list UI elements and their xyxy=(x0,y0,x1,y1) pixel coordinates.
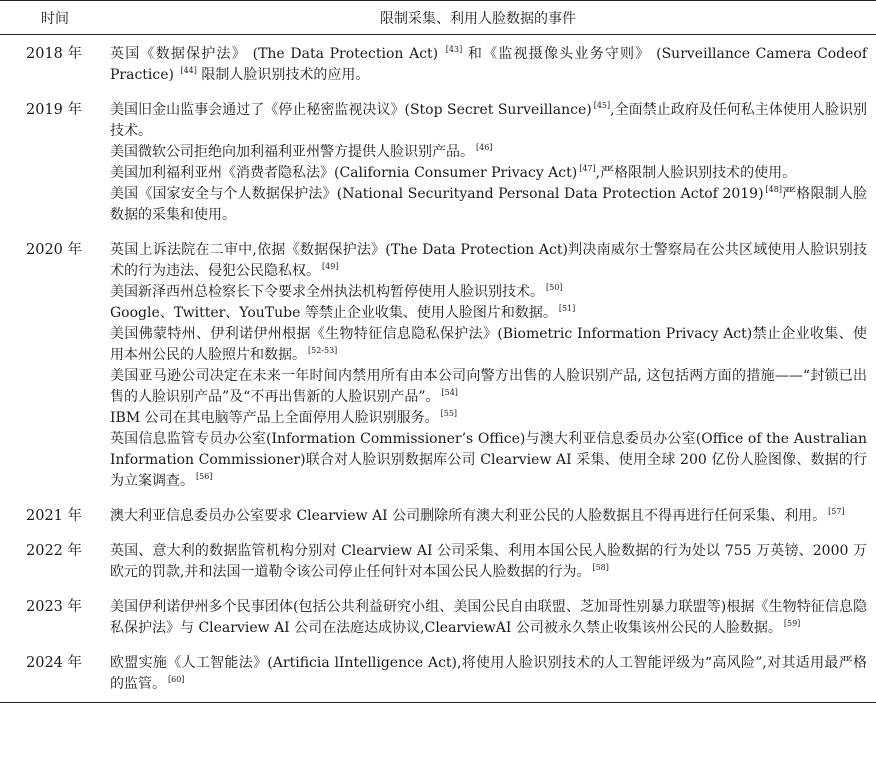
year-cell: 2021 年 xyxy=(26,508,83,524)
year-cell: 2020 年 xyxy=(26,242,83,258)
event-text: 美国旧金山监事会通过了《停止秘密监视决议》(Stop Secret Surveillance) xyxy=(110,102,592,118)
event-text: 和《监视摄像头业务守则》 (Surveillance Camera Codeof Practice) xyxy=(110,46,867,83)
citation-ref: [50] xyxy=(546,283,563,293)
event-text: 英国信息监管专员办公室(Information Commissioner’s Office)与澳大利亚信息委员办公室(Office of the Australian Information Commissioner)联合对人脸识别数据库公司 Clearview AI 采集、使用全球 200 亿份人脸图像、数据的行为立案调查。 xyxy=(110,431,867,489)
event-item xyxy=(110,100,867,142)
table-row xyxy=(0,653,876,703)
event-item xyxy=(110,429,867,492)
table-row xyxy=(0,541,876,583)
year-cell: 2019 年 xyxy=(26,102,83,118)
events-cell xyxy=(110,100,867,226)
event-text: 美国新泽西州总检察长下令要求全州执法机构暂停使用人脸识别技术。 xyxy=(110,284,544,300)
events-cell xyxy=(110,240,867,492)
year-cell: 2023 年 xyxy=(26,599,83,615)
header-events: 限制采集、利用人脸数据的事件 xyxy=(380,10,576,27)
event-item xyxy=(110,324,867,366)
citation-ref: [56] xyxy=(196,472,213,482)
events-cell xyxy=(110,44,867,86)
event-text: 美国伊利诺伊州多个民事团体(包括公共利益研究小组、美国公民自由联盟、芝加哥性别暴力联盟等)根据《生物特征信息隐私保护法》与 Clearview AI 公司在法庭达成协议,ClearviewAI 公司被永久禁止收集该州公民的人脸数据。 xyxy=(110,599,867,636)
header-year: 时间 xyxy=(41,10,69,27)
events-cell xyxy=(110,653,867,695)
citation-ref: [60] xyxy=(168,675,185,685)
table-row xyxy=(0,597,876,639)
table-row xyxy=(0,100,876,226)
events-cell xyxy=(110,506,867,527)
event-text: 英国、意大利的数据监管机构分别对 Clearview AI 公司采集、利用本国公民人脸数据的行为处以 755 万英镑、2000 万欧元的罚款,并和法国一道勒令该公司停止任何针对本国公民人脸数据的行为。 xyxy=(110,543,867,580)
citation-ref: [55] xyxy=(440,409,458,419)
event-text: 美国亚马逊公司决定在未来一年时间内禁用所有由本公司向警方出售的人脸识别产品, 这包括两方面的措施——“封锁已出售的人脸识别产品”及“不再出售新的人脸识别产品”。 xyxy=(110,368,867,405)
event-item xyxy=(110,653,867,695)
event-text: 澳大利亚信息委员办公室要求 Clearview AI 公司删除所有澳大利亚公民的人脸数据且不得再进行任何采集、利用。 xyxy=(110,508,827,524)
table-bottom-rule xyxy=(0,702,876,703)
citation-ref: [59] xyxy=(783,619,801,629)
event-text: Google、Twitter、YouTube 等禁止企业收集、使用人脸图片和数据。 xyxy=(110,305,557,321)
table-row xyxy=(0,44,876,86)
event-item xyxy=(110,184,867,226)
events-cell xyxy=(110,597,867,639)
citation-ref: [57] xyxy=(828,507,845,517)
year-cell: 2022 年 xyxy=(26,543,83,559)
event-item xyxy=(110,408,867,429)
citation-ref: [47] xyxy=(579,164,596,174)
event-text: 严格限制人脸数据的采集和使用。 xyxy=(110,186,867,223)
year-cell: 2018 年 xyxy=(26,46,83,62)
event-text: 英国上诉法院在二审中,依据《数据保护法》(The Data Protection Act)判决南威尔士警察局在公共区域使用人脸识别技术的行为违法、侵犯公民隐私权。 xyxy=(110,242,867,279)
table-row xyxy=(0,506,876,527)
citation-ref: [52-53] xyxy=(308,346,338,356)
citation-ref: [49] xyxy=(322,262,339,272)
event-text: 美国佛蒙特州、伊利诺伊州根据《生物特征信息隐私保护法》(Biometric Information Privacy Act)禁止企业收集、使用本州公民的人脸照片和数据。 xyxy=(110,326,867,363)
event-text: ,全面禁止政府及任何私主体使用人脸识别技术。 xyxy=(110,102,867,139)
citation-ref: [45] xyxy=(593,101,611,111)
event-item xyxy=(110,44,867,86)
event-item xyxy=(110,282,867,303)
event-text: ,严格限制人脸识别技术的使用。 xyxy=(595,165,797,181)
event-item xyxy=(110,541,867,583)
citation-ref: [43] xyxy=(445,45,463,55)
citation-ref: [46] xyxy=(476,143,493,153)
citation-ref: [51] xyxy=(558,304,576,314)
event-text: 欧盟实施《人工智能法》(Artificia lIntelligence Act),将使用人脸识别技术的人工智能评级为“高风险”,对其适用最严格的监管。 xyxy=(110,655,867,692)
table-row xyxy=(0,240,876,492)
year-cell: 2024 年 xyxy=(26,655,83,671)
citation-ref: [48] xyxy=(765,185,782,195)
event-text: 英国《数据保护法》 (The Data Protection Act) xyxy=(110,46,444,62)
event-item xyxy=(110,366,867,408)
event-text: IBM 公司在其电脑等产品上全面停用人脸识别服务。 xyxy=(110,410,439,426)
event-item xyxy=(110,142,867,163)
event-text: 限制人脸识别技术的应用。 xyxy=(196,67,370,83)
events-cell xyxy=(110,541,867,583)
citation-ref: [54] xyxy=(441,388,458,398)
citation-ref: [58] xyxy=(592,563,609,573)
citation-ref: [44] xyxy=(180,66,197,76)
event-text: 美国加利福利亚州《消费者隐私法》(California Consumer Privacy Act) xyxy=(110,165,578,181)
event-item xyxy=(110,163,867,184)
event-text: 美国《国家安全与个人数据保护法》(National Securityand Personal Data Protection Actof 2019) xyxy=(110,186,764,202)
event-item xyxy=(110,303,867,324)
event-item xyxy=(110,597,867,639)
event-item xyxy=(110,240,867,282)
event-text: 美国微软公司拒绝向加利福利亚州警方提供人脸识别产品。 xyxy=(110,144,474,160)
event-item xyxy=(110,506,867,527)
table-header xyxy=(0,1,876,35)
